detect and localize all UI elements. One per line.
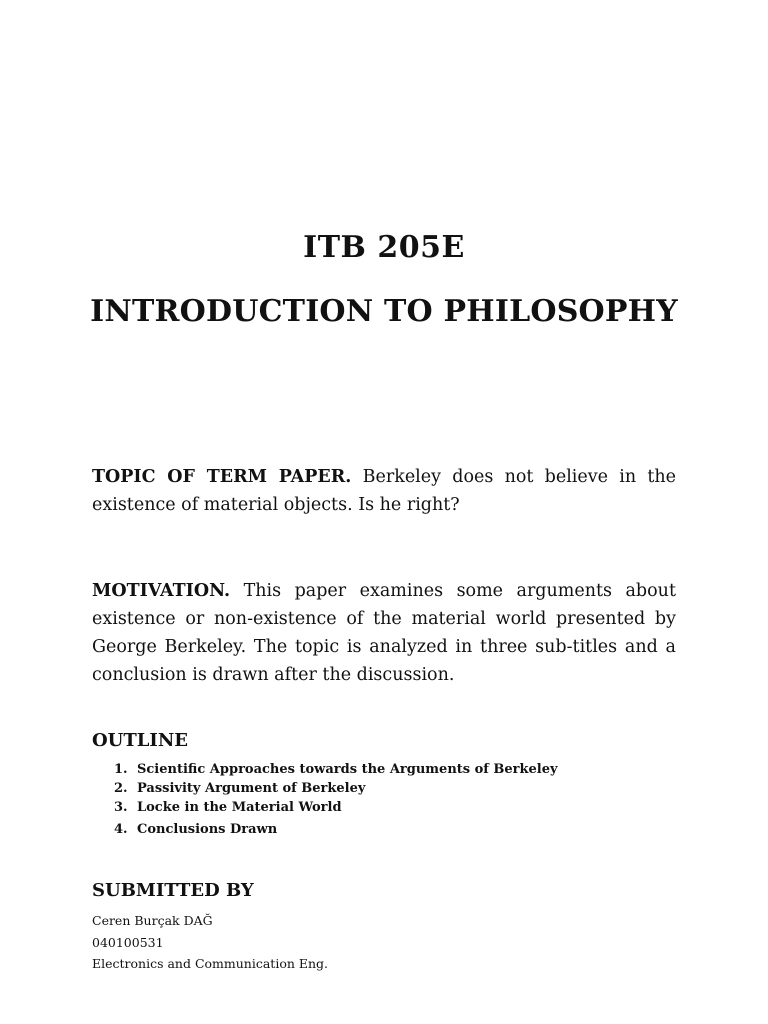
outline-item-label: Conclusions Drawn [137,822,278,837]
motivation-paragraph [92,577,676,689]
outline-item-label: Scientific Approaches towards the Arguments of Berkeley [137,762,558,777]
outline-item-number: 4. [114,822,128,837]
topic-lead: TOPIC OF TERM PAPER. [92,467,352,487]
outline-item [110,779,558,798]
outline-item-label: Passivity Argument of Berkeley [137,781,366,796]
outline-item [110,760,558,779]
topic-paragraph [92,463,676,519]
outline-item-number: 3. [114,800,128,815]
topic-text: Berkeley does not believe in the existence of material objects. Is he right? [92,467,676,515]
outline-item [110,798,558,817]
submitter-department: Electronics and Communication Eng. [92,956,329,971]
course-code: ITB 205E [303,230,465,265]
course-title: INTRODUCTION TO PHILOSOPHY [90,294,678,329]
submitter-name: Ceren Burçak DAĞ [92,913,213,928]
outline-item [110,820,558,839]
submitter-student-id: 040100531 [92,935,164,950]
submitted-by-heading: SUBMITTED BY [92,880,254,901]
motivation-lead: MOTIVATION. [92,581,231,601]
outline-heading: OUTLINE [92,730,189,751]
outline-item-number: 1. [114,762,128,777]
outline-list [110,760,558,839]
outline-item-label: Locke in the Material World [137,800,342,815]
outline-item-number: 2. [114,781,128,796]
motivation-text: This paper examines some arguments about existence or non-existence of the material world presented by George Berkeley. The topic is analyzed in three sub-titles and a conclusion is drawn after the discussion. [92,581,676,685]
